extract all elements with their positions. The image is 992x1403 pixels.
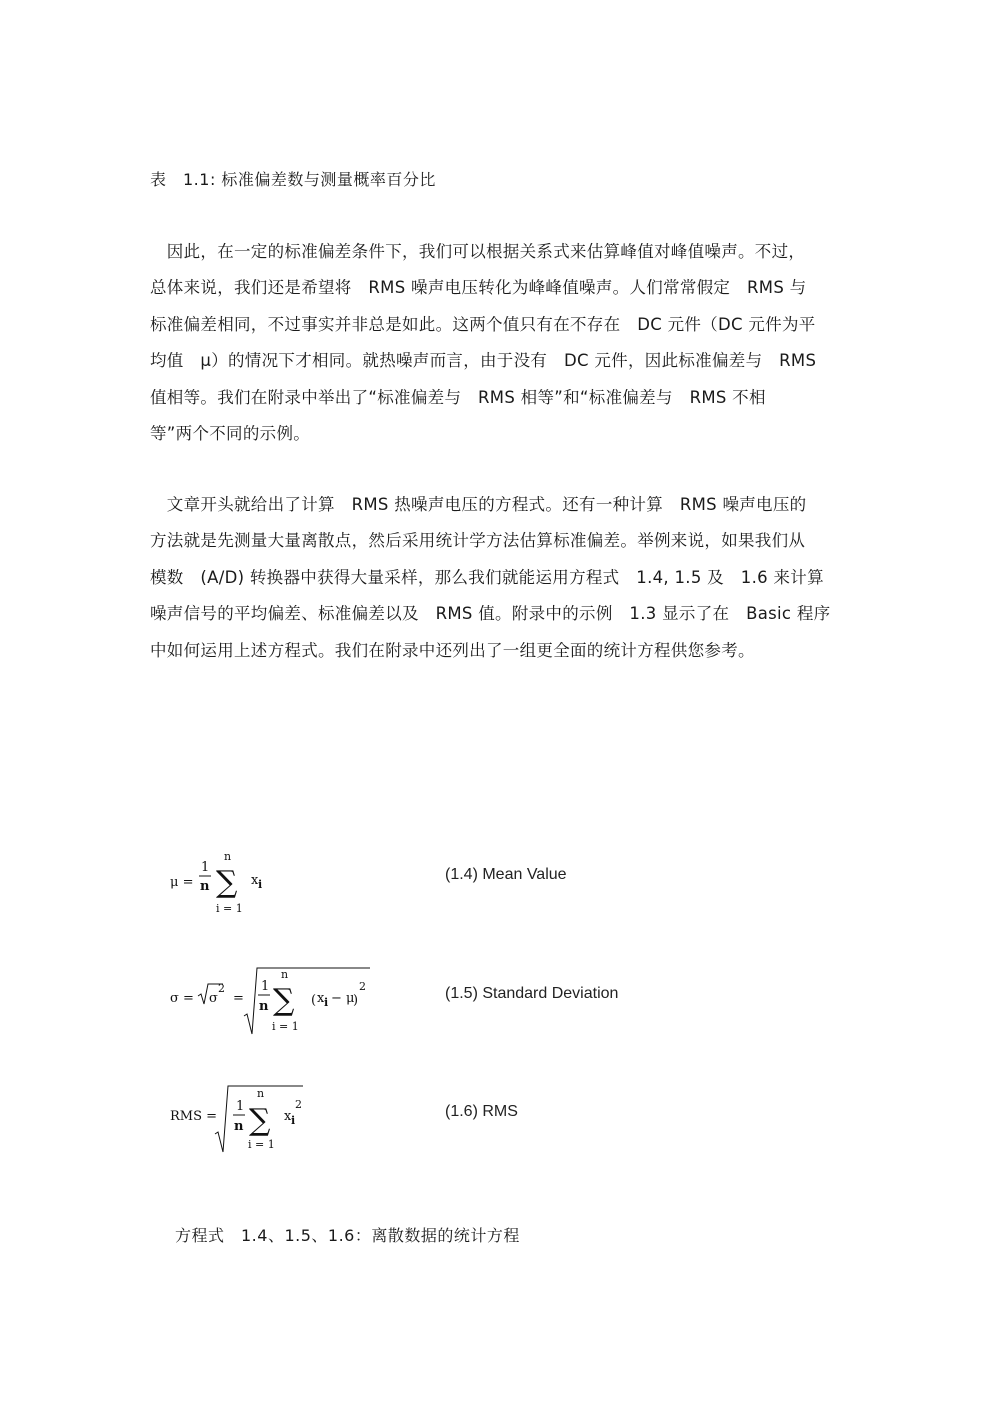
formula-label-standard-deviation: (1.5) Standard Deviation xyxy=(445,985,619,1002)
formula-variable: x xyxy=(284,1109,292,1124)
formula-label-mean: (1.4) Mean Value xyxy=(445,866,567,883)
paragraph-line: 值相等。我们在附录中举出了“标准偏差与 RMS 相等”和“标准偏差与 RMS 不相 xyxy=(150,387,766,407)
summation-icon: ∑ xyxy=(249,1103,271,1138)
sum-upper-limit: n xyxy=(257,1087,265,1100)
formula-variable: x xyxy=(317,991,325,1006)
paren-open: ( xyxy=(311,993,317,1008)
formula-standard-deviation xyxy=(165,964,385,1036)
paragraph-line: 因此，在一定的标准偏差条件下，我们可以根据关系式来估算峰值对峰值噪声。不过， xyxy=(150,242,806,261)
paragraph-line: 等”两个不同的示例。 xyxy=(150,423,311,443)
formula-denominator: n xyxy=(200,879,210,894)
table-caption: 表 1.1: 标准偏差数与测量概率百分比 xyxy=(150,170,436,189)
formula-numerator: 1 xyxy=(201,860,210,875)
paragraph-line: 噪声信号的平均偏差、标准偏差以及 RMS 值。附录中的示例 1.3 显示了在 Basic 程序 xyxy=(150,604,831,624)
formula-lhs: μ = xyxy=(170,875,194,890)
formula-sigma: σ xyxy=(209,991,218,1006)
formula-subscript: i xyxy=(291,1114,296,1127)
formula-exponent: 2 xyxy=(218,982,225,995)
formula-denominator: n xyxy=(234,1119,244,1134)
summation-icon: ∑ xyxy=(273,983,295,1018)
paragraph-line: 文章开头就给出了计算 RMS 热噪声电压的方程式。还有一种计算 RMS 噪声电压的 xyxy=(150,495,807,514)
paragraph-line: 均值 μ）的情况下才相同。就热噪声而言，由于没有 DC 元件，因此标准偏差与 RMS xyxy=(150,351,817,371)
paragraph-rms-vs-std xyxy=(150,234,850,452)
formula-lhs: σ = xyxy=(170,991,194,1006)
sum-lower-limit: i = 1 xyxy=(272,1020,299,1033)
formula-exponent: 2 xyxy=(295,1098,302,1111)
formula-subscript: i xyxy=(258,878,263,891)
formula-lhs: RMS = xyxy=(170,1109,218,1124)
formula-exponent: 2 xyxy=(359,980,366,993)
sum-upper-limit: n xyxy=(281,968,289,981)
formula-label-rms: (1.6) RMS xyxy=(445,1103,518,1120)
summation-icon: ∑ xyxy=(216,865,238,900)
paragraph-line: 标准偏差相同，不过事实并非总是如此。这两个值只有在不存在 DC 元件（DC 元件为平 xyxy=(150,314,816,334)
paragraph-line: 模数 (A/D) 转换器中获得大量采样，那么我们就能运用方程式 1.4, 1.5 及 1.6 来计算 xyxy=(150,567,824,587)
paren-close: ) xyxy=(353,993,359,1008)
paragraph-line: 总体来说，我们还是希望将 RMS 噪声电压转化为峰峰值噪声。人们常常假定 RMS 与 xyxy=(150,278,807,298)
formula-denominator: n xyxy=(259,999,269,1014)
formula-numerator: 1 xyxy=(261,979,270,994)
formula-variable: x xyxy=(251,873,259,888)
formula-mean xyxy=(165,850,295,918)
paragraph-line: 中如何运用上述方程式。我们在附录中还列出了一组更全面的统计方程供您参考。 xyxy=(150,640,755,660)
sum-lower-limit: i = 1 xyxy=(216,902,243,915)
formula-minus-mu: − μ xyxy=(331,991,355,1006)
equations-caption: 方程式 1.4、1.5、1.6：离散数据的统计方程 xyxy=(175,1226,520,1245)
formula-subscript: i xyxy=(324,996,329,1009)
formula-numerator: 1 xyxy=(236,1099,245,1114)
sum-upper-limit: n xyxy=(224,850,232,863)
formula-rms xyxy=(165,1080,315,1152)
sum-lower-limit: i = 1 xyxy=(248,1138,275,1151)
formula-equals: = xyxy=(233,991,244,1006)
paragraph-line: 方法就是先测量大量离散点，然后采用统计学方法估算标准偏差。举例来说，如果我们从 xyxy=(150,531,806,551)
paragraph-rms-calculation xyxy=(150,487,850,669)
